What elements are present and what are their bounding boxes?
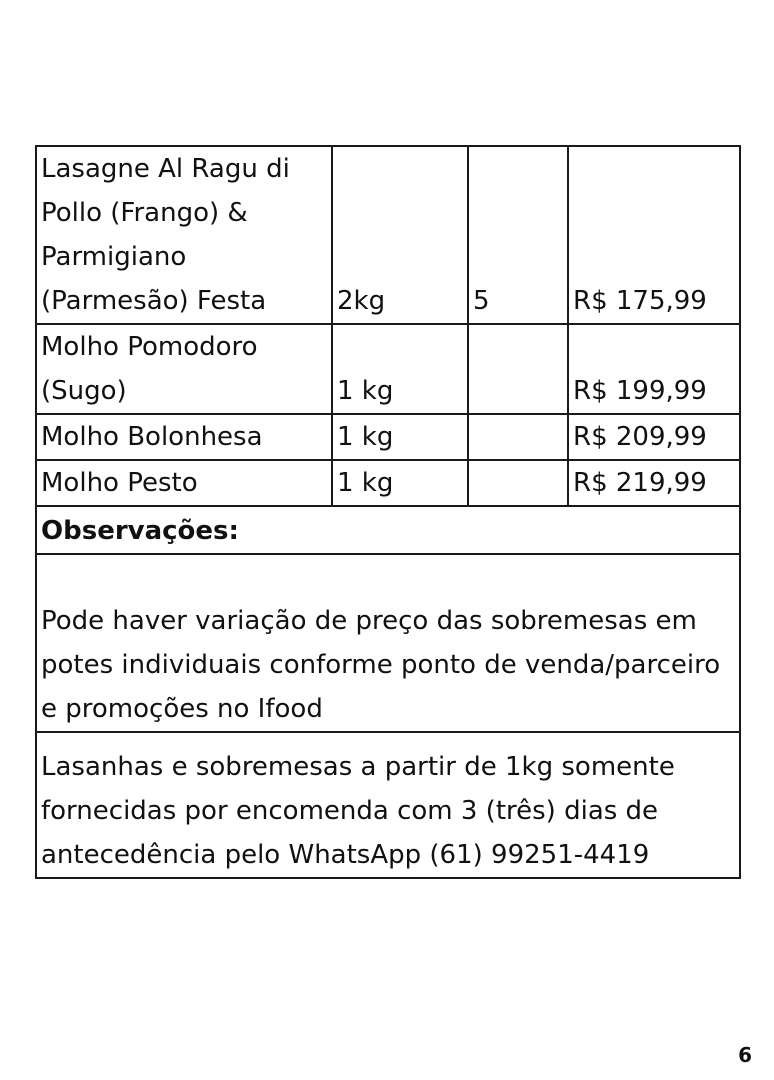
note-spacer xyxy=(41,555,739,599)
quantity-cell xyxy=(468,324,568,414)
price-table xyxy=(35,145,741,879)
item-name-cell: Molho Pesto xyxy=(36,460,332,506)
observations-heading: Observações: xyxy=(36,506,740,554)
quantity-cell xyxy=(468,414,568,460)
item-name-line: Parmigiano xyxy=(41,242,187,272)
item-name-cell: Molho Bolonhesa xyxy=(36,414,332,460)
table-row xyxy=(36,324,740,414)
item-name-line: (Sugo) xyxy=(41,376,127,406)
page-number: 6 xyxy=(738,1043,752,1067)
weight-cell: 1 kg xyxy=(332,414,468,460)
note-price-variation: Pode haver variação de preço das sobremesas em potes individuais conforme ponto de venda/parceiro e promoções no Ifood xyxy=(41,606,721,724)
item-name-line: Pollo (Frango) & xyxy=(41,198,248,228)
note-row xyxy=(36,554,740,732)
table-row xyxy=(36,460,740,506)
note-row xyxy=(36,732,740,878)
observations-row xyxy=(36,506,740,554)
quantity-cell xyxy=(468,460,568,506)
item-name-line: Molho Pomodoro xyxy=(41,332,258,362)
quantity-cell: 5 xyxy=(468,146,568,324)
item-name-line: (Parmesão) Festa xyxy=(41,286,267,316)
price-cell: R$ 175,99 xyxy=(568,146,740,324)
table-row xyxy=(36,146,740,324)
note-price-variation-cell xyxy=(36,554,740,732)
item-name-cell xyxy=(36,146,332,324)
price-cell: R$ 209,99 xyxy=(568,414,740,460)
item-name-cell xyxy=(36,324,332,414)
item-name-line: Lasagne Al Ragu di xyxy=(41,154,290,184)
price-cell: R$ 219,99 xyxy=(568,460,740,506)
note-orders: Lasanhas e sobremesas a partir de 1kg somente fornecidas por encomenda com 3 (três) dias de antecedência pelo WhatsApp (61) 99251-4419 xyxy=(41,752,675,870)
price-cell: R$ 199,99 xyxy=(568,324,740,414)
weight-cell: 1 kg xyxy=(332,460,468,506)
weight-cell: 1 kg xyxy=(332,324,468,414)
table-row xyxy=(36,414,740,460)
weight-cell: 2kg xyxy=(332,146,468,324)
note-orders-cell xyxy=(36,732,740,878)
